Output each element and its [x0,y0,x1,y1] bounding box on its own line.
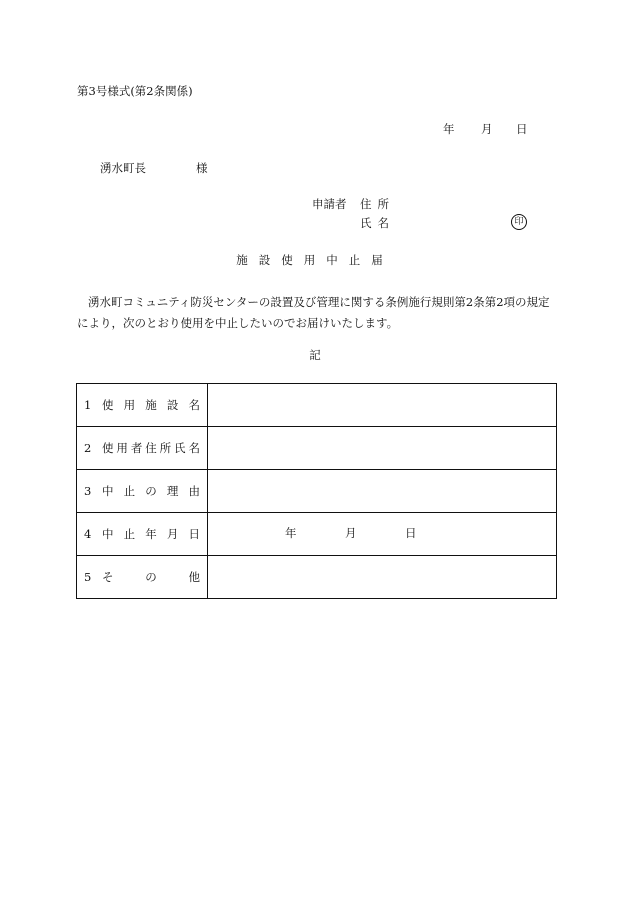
row-value-cell[interactable] [208,513,557,556]
form-table [76,383,557,599]
table-row [77,384,557,427]
row-number: 1 [84,398,92,412]
row-value-cell[interactable] [208,427,557,470]
applicant-label: 申請者 [312,197,347,211]
row-label [102,440,200,456]
row-value-cell[interactable] [208,556,557,599]
stop-date-year-label: 年 [285,526,297,540]
label-char: 月 [166,527,179,541]
label-char: 名 [188,441,200,455]
label-char: 氏 [174,441,186,455]
row-value-cell[interactable] [208,384,557,427]
label-char: 他 [188,570,200,584]
stop-date-month-label: 月 [345,526,357,540]
label-char: 使 [102,398,114,412]
label-char: 設 [166,398,179,412]
row-number: 4 [84,527,92,541]
label-char: の [145,570,157,584]
form-number: 第3号様式(第2条関係) [77,84,193,98]
label-char: 施 [145,398,157,412]
label-char: そ [102,570,114,584]
name-label: 氏名 [360,216,395,230]
addressee: 湧水町長 [100,161,146,175]
row-number: 5 [84,570,92,584]
label-char: 理 [166,484,179,498]
label-char: 住 [145,441,157,455]
label-char: 年 [145,527,157,541]
row-number: 2 [84,441,92,455]
label-char: 使 [102,441,114,455]
ki-marker: 記 [309,348,321,362]
label-char: 名 [188,398,200,412]
table-row [77,470,557,513]
addressee-honorific: 様 [196,161,208,175]
stop-date-day-label: 日 [405,526,417,540]
label-char: の [145,484,157,498]
label-char: 者 [130,441,143,455]
table-row [77,556,557,599]
row-label-cell [77,556,208,599]
label-char: 用 [123,398,136,412]
label-char: 由 [188,484,200,498]
label-char: 止 [123,484,136,498]
row-label [102,569,200,585]
label-char: 用 [116,441,128,455]
date-year-label: 年 [443,122,455,136]
row-label [102,526,200,542]
label-char: 日 [188,527,200,541]
table-row [77,513,557,556]
row-number: 3 [84,484,92,498]
label-char: 中 [102,484,114,498]
row-label-cell [77,470,208,513]
row-label [102,397,200,413]
body-text: 湧水町コミュニティ防災センターの設置及び管理に関する条例施行規則第2条第2項の規定により，次のとおり使用を中止したいのでお届けいたします。 [77,295,550,330]
label-char: 中 [102,527,114,541]
date-day-label: 日 [516,122,528,136]
table-row [77,427,557,470]
address-label: 住所 [360,197,395,211]
label-char: 止 [123,527,136,541]
row-label-cell [77,427,208,470]
seal-icon: 印 [511,214,527,230]
row-label-cell [77,513,208,556]
row-value-cell[interactable] [208,470,557,513]
document-title: 施設使用中止届 [236,253,394,267]
row-label-cell [77,384,208,427]
date-month-label: 月 [481,122,493,136]
row-label [102,483,200,499]
label-char: 所 [159,441,172,455]
